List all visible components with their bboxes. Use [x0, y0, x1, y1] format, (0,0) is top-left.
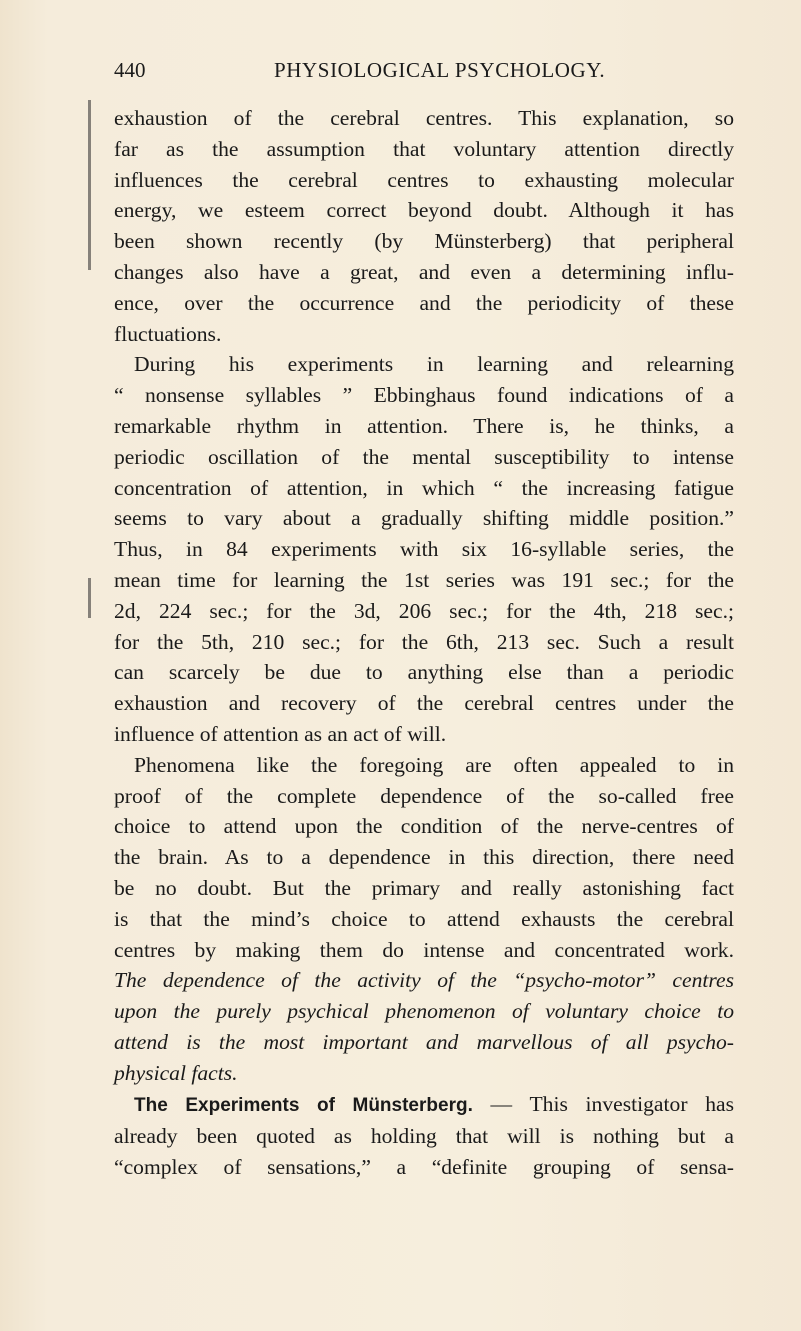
text-line: changes also have a great, and even a determining influ-	[114, 259, 734, 284]
text-line: influence of attention as an act of will.	[114, 721, 447, 746]
text-line: far as the assumption that voluntary attention directly	[114, 136, 734, 161]
section-first-line	[114, 1089, 734, 1122]
italic-text-line: attend is the most important and marvellous of all psycho-	[114, 1029, 734, 1054]
text-line: ence, over the occurrence and the periodicity of these	[114, 290, 734, 315]
italic-text-line: upon the purely psychical phenomenon of voluntary choice to	[114, 999, 734, 1024]
text-line: exhaustion of the cerebral centres. This explanation, so	[114, 106, 734, 130]
text-line: mean time for learning the 1st series was 191 sec.; for the	[114, 567, 734, 592]
text-line: can scarcely be due to anything else than a periodic	[114, 660, 734, 685]
text-line: is that the mind’s choice to attend exhausts the cerebral	[114, 906, 734, 931]
text-fragment: This investigator has	[529, 1091, 734, 1116]
text-line: During his experiments in learning and relearning	[134, 352, 734, 377]
page-body	[114, 103, 734, 1183]
text-line: centres by making them do intense and concentrated work.	[114, 937, 734, 962]
margin-bleed-mark	[88, 100, 91, 270]
text-line: choice to attend upon the condition of the nerve-centres of	[114, 814, 734, 839]
page-header	[114, 58, 724, 88]
text-line: been shown recently (by Münsterberg) that peripheral	[114, 229, 734, 254]
italic-text-line: The dependence of the activity of the “psycho-motor” centres	[114, 968, 734, 993]
margin-bleed-mark	[88, 578, 91, 618]
text-line: for the 5th, 210 sec.; for the 6th, 213 sec. Such a result	[114, 629, 734, 654]
italic-text-line: physical facts.	[114, 1060, 238, 1085]
text-line: “ nonsense syllables ” Ebbinghaus found indications of a	[114, 383, 734, 408]
text-line: Phenomena like the foregoing are often appealed to in	[134, 752, 734, 777]
text-line: be no doubt. But the primary and really astonishing fact	[114, 875, 734, 900]
text-line: proof of the complete dependence of the so-called free	[114, 783, 734, 808]
text-line: already been quoted as holding that will is nothing but a	[114, 1124, 734, 1149]
section-heading: The Experiments of Münsterberg.	[134, 1094, 473, 1116]
text-line: fluctuations.	[114, 321, 222, 346]
text-line: “complex of sensations,” a “definite grouping of sensa-	[114, 1155, 734, 1180]
page-number: 440	[114, 58, 146, 82]
text-line: energy, we esteem correct beyond doubt. Although it has	[114, 198, 734, 223]
text-line: 2d, 224 sec.; for the 3d, 206 sec.; for the 4th, 218 sec.;	[114, 598, 734, 623]
text-line: concentration of attention, in which “ the increasing fatigue	[114, 475, 734, 500]
em-dash: —	[472, 1091, 530, 1116]
text-line: influences the cerebral centres to exhausting molecular	[114, 167, 734, 192]
text-line: the brain. As to a dependence in this direction, there need	[114, 845, 734, 870]
text-line: periodic oscillation of the mental susceptibility to intense	[114, 444, 734, 469]
text-line: seems to vary about a gradually shifting middle position.”	[114, 506, 734, 531]
text-line: exhaustion and recovery of the cerebral centres under the	[114, 691, 734, 716]
text-line: Thus, in 84 experiments with six 16-syllable series, the	[114, 537, 734, 562]
text-line: remarkable rhythm in attention. There is, he thinks, a	[114, 413, 734, 438]
running-title: PHYSIOLOGICAL PSYCHOLOGY.	[274, 58, 606, 82]
